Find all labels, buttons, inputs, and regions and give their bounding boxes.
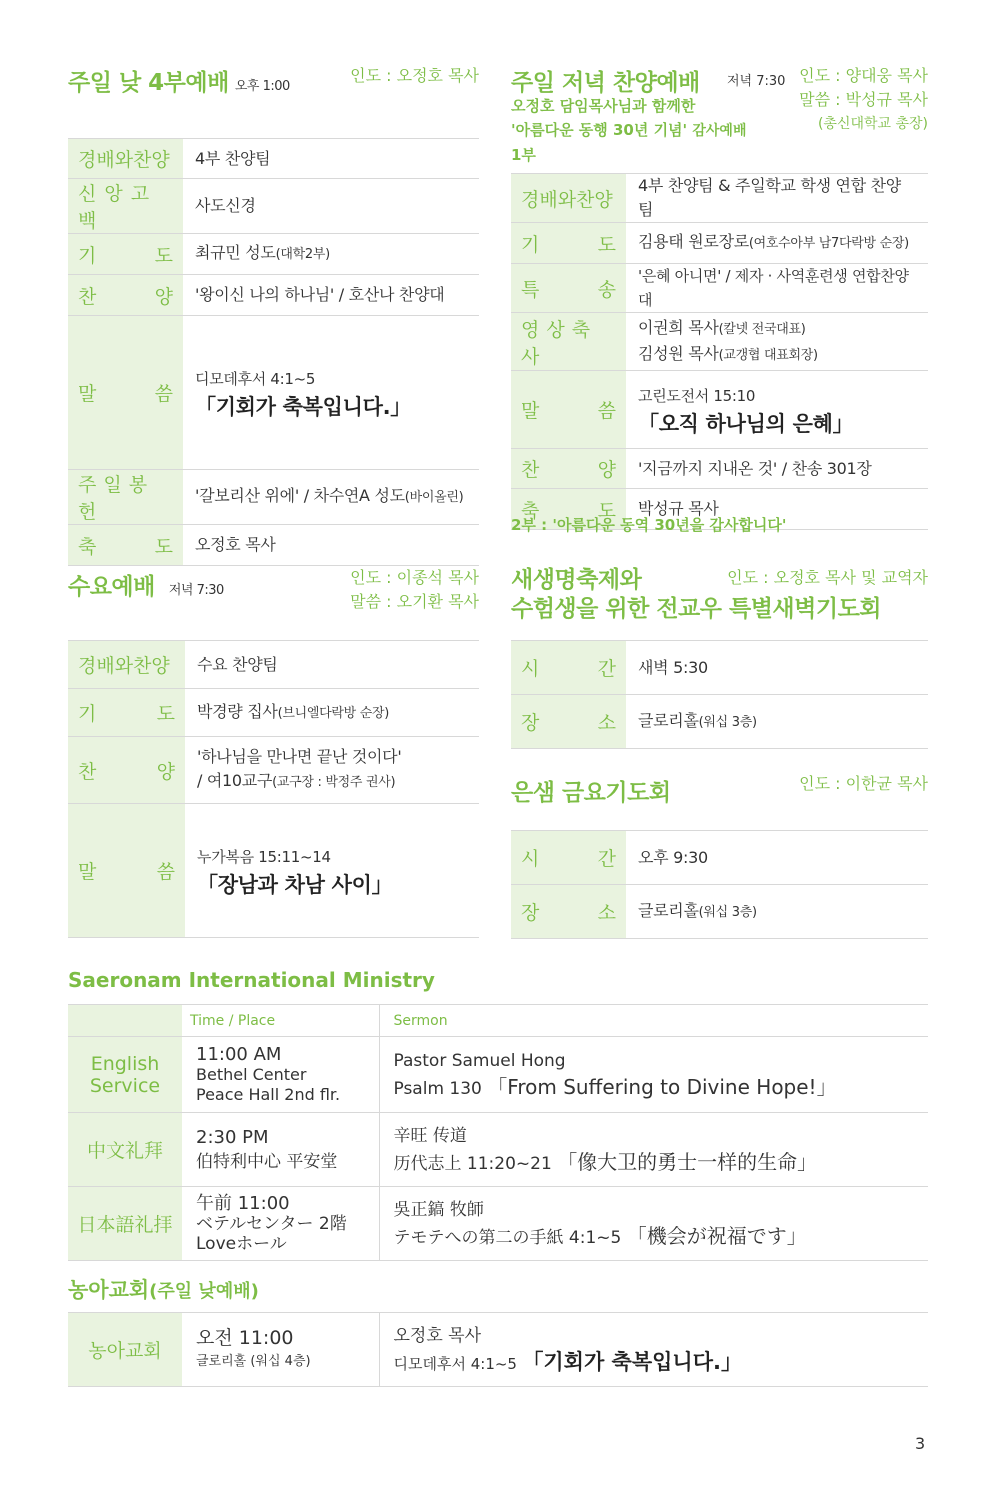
- row-value: 이권희 목사(칼넷 전국대표) 김성원 목사(교갱협 대표회장): [626, 313, 928, 371]
- service-table: [68, 138, 479, 566]
- leader: 인도 : 오정호 목사 및 교역자: [727, 568, 928, 587]
- service-table: [511, 173, 928, 530]
- row-value: 글로리홀(워십 3층): [626, 695, 928, 749]
- service-table: [511, 830, 928, 939]
- leader: 인도 : 이한균 목사: [799, 774, 928, 793]
- header-blank: [68, 1005, 182, 1037]
- part2-note: 2부 : '아름다운 동역 30년을 감사합니다': [511, 516, 787, 534]
- row-label: 기 도: [511, 223, 626, 264]
- row-value: 4부 찬양팀 & 주일학교 학생 연합 찬양팀: [626, 174, 928, 223]
- row-label: 축 도: [68, 525, 183, 566]
- header-time-place: Time / Place: [182, 1005, 379, 1037]
- deaf-label: 농아교회: [68, 1313, 182, 1387]
- row-label: 말 씀: [511, 371, 626, 449]
- row-label: 주일봉헌: [68, 470, 183, 525]
- row-value: 수요 찬양팀: [185, 641, 479, 689]
- service-table: [68, 640, 479, 938]
- row-value: '갈보리산 위에' / 차수연A 성도(바이올린): [183, 470, 479, 525]
- row-value: 박성규 목사: [626, 489, 928, 530]
- section-title: 주일 저녁 찬양예배: [511, 70, 700, 96]
- sunday4-section: [68, 62, 479, 558]
- row-value: 최규민 성도(대학2부): [183, 234, 479, 275]
- dawn-prayer-section: [511, 566, 928, 750]
- chinese-service-label: 中文礼拜: [68, 1113, 182, 1187]
- sermon-cell: 辛旺 传道 历代志上 11:20~21 「像大卫的勇士一样的生命」: [379, 1113, 928, 1187]
- time-place-cell: 午前 11:00 ベテルセンター 2階 Loveホール: [182, 1187, 379, 1261]
- row-label: 시 간: [511, 831, 626, 885]
- row-value: 글로리홀(워십 3층): [626, 885, 928, 939]
- sermon-cell: Pastor Samuel Hong Psalm 130 「From Suffering to Divine Hope!」: [379, 1037, 928, 1113]
- sermon-cell: 디모데후서 4:1~5 「기회가 축복입니다.」: [183, 316, 479, 470]
- subtitle: 오정호 담임목사님과 함께한 '아름다운 동행 30년 기념' 감사예배 1부: [511, 97, 747, 164]
- deaf-title: 농아교회(주일 낮예배): [68, 1278, 259, 1302]
- leader: 인도 : 오정호 목사: [350, 66, 479, 85]
- row-value: 오후 9:30: [626, 831, 928, 885]
- time-place-cell: 오전 11:00 글로리홀 (워십 4층): [182, 1313, 379, 1387]
- row-value: '하나님을 만나면 끝난 것이다' / 여10교구(교구장 : 박정주 권사): [185, 737, 479, 804]
- row-value: 4부 찬양팀: [183, 139, 479, 179]
- intl-title: Saeronam International Ministry: [68, 968, 435, 992]
- row-label: 찬 양: [511, 449, 626, 489]
- row-value: 김용태 원로장로(여호수아부 남7다락방 순장): [626, 223, 928, 264]
- row-value: 박경량 집사(브니엘다락방 순장): [185, 689, 479, 737]
- time-place-cell: 2:30 PM 伯特利中心 平安堂: [182, 1113, 379, 1187]
- page-number: 3: [915, 1434, 926, 1453]
- row-value: '지금까지 지내온 것' / 찬송 301장: [626, 449, 928, 489]
- row-label: 신앙고백: [68, 179, 183, 234]
- row-value: 사도신경: [183, 179, 479, 234]
- row-label: 특 송: [511, 264, 626, 313]
- friday-prayer-section: [511, 772, 928, 940]
- row-label: 찬 양: [68, 737, 185, 804]
- leader: 인도 : 양대웅 목사 말씀 : 박성규 목사 (총신대학교 총장): [799, 66, 928, 132]
- row-label: 말 씀: [68, 804, 185, 938]
- row-label: 찬 양: [68, 275, 183, 316]
- row-value: 새벽 5:30: [626, 641, 928, 695]
- time-place-cell: 11:00 AM Bethel Center Peace Hall 2nd flr.: [182, 1037, 379, 1113]
- header-sermon: Sermon: [379, 1005, 928, 1037]
- sermon-cell: 吳正鎬 牧師 テモテへの第二の手紙 4:1~5 「機会が祝福です」: [379, 1187, 928, 1261]
- row-label: 장 소: [511, 885, 626, 939]
- section-title: 수요예배 저녁 7:30: [68, 574, 224, 600]
- row-label: 기 도: [68, 689, 185, 737]
- section-title: 은샘 금요기도회: [511, 780, 671, 806]
- row-label: 장 소: [511, 695, 626, 749]
- english-service-label: English Service: [68, 1037, 182, 1113]
- leader: 인도 : 이종석 목사 말씀 : 오기환 목사: [350, 568, 479, 611]
- section-time: 저녁 7:30: [727, 74, 786, 89]
- japanese-service-label: 日本語礼拝: [68, 1187, 182, 1261]
- row-label: 축 도: [511, 489, 626, 530]
- section-title: 주일 낮 4부예배 오후 1:00: [68, 70, 290, 96]
- deaf-table: [68, 1312, 928, 1387]
- wednesday-section: [68, 566, 479, 940]
- row-value: '은혜 아니면' / 제자 · 사역훈련생 연합찬양대: [626, 264, 928, 313]
- service-table: [511, 640, 928, 749]
- row-label: 기 도: [68, 234, 183, 275]
- row-label: 영상축사: [511, 313, 626, 371]
- row-label: 말 씀: [68, 316, 183, 470]
- row-label: 시 간: [511, 641, 626, 695]
- sunday-evening-section: [511, 62, 928, 544]
- row-value: 오정호 목사: [183, 525, 479, 566]
- row-label: 경배와찬양: [511, 174, 626, 223]
- sermon-cell: 누가복음 15:11~14 「장남과 차남 사이」: [185, 804, 479, 938]
- section-title: 새생명축제와 수험생을 위한 전교우 특별새벽기도회: [511, 567, 882, 622]
- row-value: '왕이신 나의 하나님' / 호산나 찬양대: [183, 275, 479, 316]
- sermon-cell: 오정호 목사 디모데후서 4:1~5 「기회가 축복입니다.」: [379, 1313, 928, 1387]
- row-label: 경배와찬양: [68, 139, 183, 179]
- intl-table: [68, 1004, 928, 1261]
- sermon-cell: 고린도전서 15:10 「오직 하나님의 은혜」: [626, 371, 928, 449]
- row-label: 경배와찬양: [68, 641, 185, 689]
